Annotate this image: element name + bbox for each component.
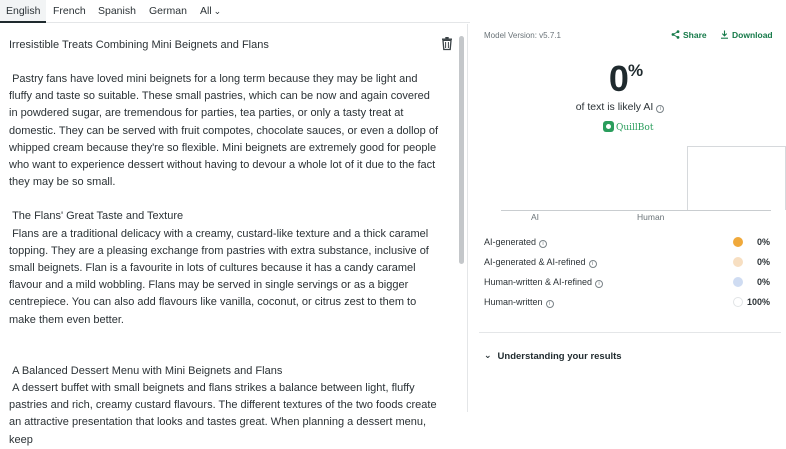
info-icon[interactable]: i bbox=[546, 300, 554, 308]
info-icon[interactable]: i bbox=[539, 240, 547, 248]
legend-human-written bbox=[484, 296, 770, 310]
ai-percentage-caption: of text is likely AI i bbox=[470, 101, 770, 113]
legend-ai-generated bbox=[484, 236, 770, 250]
understanding-results-toggle[interactable] bbox=[484, 351, 622, 362]
ai-human-chart bbox=[501, 146, 771, 226]
legend-label: Human-written & AI-refined i bbox=[484, 277, 603, 288]
model-version: Model Version: v5.7.1 bbox=[484, 31, 561, 40]
download-button[interactable] bbox=[720, 30, 773, 40]
legend-swatch bbox=[733, 237, 743, 247]
share-icon bbox=[671, 30, 680, 39]
legend-label: AI-generated i bbox=[484, 237, 547, 248]
info-icon[interactable]: i bbox=[656, 105, 664, 113]
legend-label: Human-written i bbox=[484, 297, 554, 308]
heading-balanced-menu: A Balanced Dessert Menu with Mini Beignets and Flans bbox=[12, 364, 283, 377]
chart-baseline bbox=[501, 210, 771, 211]
legend-value: 0% bbox=[756, 237, 770, 247]
language-tabbar bbox=[0, 0, 470, 23]
heading-flans-taste: The Flans' Great Taste and Texture bbox=[12, 210, 184, 223]
legend-value: 0% bbox=[756, 257, 770, 267]
legend-ai-generated-refined bbox=[484, 256, 770, 270]
legend-human-written-refined bbox=[484, 276, 770, 290]
editor-scrollbar[interactable] bbox=[459, 36, 464, 264]
legend-swatch bbox=[733, 277, 743, 287]
legend-value: 100% bbox=[746, 297, 770, 307]
download-label: Download bbox=[732, 30, 773, 40]
ai-percentage-sign: % bbox=[627, 61, 643, 80]
legend-swatch bbox=[733, 257, 743, 267]
chart-x-label-human: Human bbox=[637, 212, 665, 222]
ai-percentage-value: 0 bbox=[608, 58, 628, 99]
document-title: Irresistible Treats Combining Mini Beignets and Flans bbox=[9, 39, 269, 51]
paragraph-flans: Flans are a traditional delicacy with a creamy, custard-like texture and a thick caramel topping. They are a pleasing exchange from pastries with extra substance, inclusive of small beignets. Flan is a favourite in lots of cultures because it has a candy caramel flavour and a mild wobbling. Flans may be served in single servings or as a bigger centrepiece. You can also add flavours like vanilla, coconut, or citrus zest to them to make them even better. bbox=[9, 227, 429, 326]
tab-german[interactable]: German bbox=[149, 5, 187, 17]
chart-x-label-ai: AI bbox=[531, 212, 540, 222]
ai-percentage bbox=[470, 58, 781, 100]
legend-value: 0% bbox=[756, 277, 770, 287]
chevron-down-icon: ⌄ bbox=[484, 350, 492, 360]
text-editor[interactable] bbox=[0, 24, 468, 446]
tab-french[interactable]: French bbox=[53, 5, 86, 17]
legend-swatch bbox=[733, 297, 743, 307]
quillbot-logo: QuillBot bbox=[603, 121, 653, 133]
tab-spanish[interactable]: Spanish bbox=[98, 5, 136, 17]
accordion-label: Understanding your results bbox=[497, 351, 622, 362]
tab-english[interactable]: English bbox=[0, 0, 46, 23]
quillbot-icon bbox=[603, 121, 614, 132]
legend-label: AI-generated & AI-refined i bbox=[484, 257, 597, 268]
share-button[interactable] bbox=[671, 30, 707, 40]
panel-divider bbox=[479, 332, 781, 333]
trash-icon[interactable] bbox=[441, 37, 453, 50]
chart-bar-human bbox=[687, 146, 786, 210]
chevron-down-icon: ⌄ bbox=[213, 6, 222, 16]
paragraph-balanced-menu: A dessert buffet with small beignets and flans strikes a balance between light, fluffy pastries and rich, creamy custard flavours. The different textures of the two foods create an attractive presentation that looks and tastes great. When planning a dessert menu, keep bbox=[9, 382, 437, 446]
info-icon[interactable]: i bbox=[595, 280, 603, 288]
share-label: Share bbox=[683, 30, 707, 40]
download-icon bbox=[720, 30, 729, 39]
tab-all[interactable] bbox=[194, 0, 227, 23]
paragraph-intro: Pastry fans have loved mini beignets for a long term because they may be light and fluffy and taste so suitable. These small pastries, which can be now and again covered in powdered sugar, are tremendous for parties, tea parties, or only a tasty treat at domestic. They can be served with fruit compotes, chocolate sauces, or even a dollop of whipped cream because they're so flexible. Mini beignets are extremely good for people who want to experience dessert without having to devour a whole lot of it due to the fact they may be so small. bbox=[9, 73, 439, 189]
results-panel bbox=[470, 0, 781, 412]
document-body bbox=[9, 71, 441, 449]
info-icon[interactable]: i bbox=[589, 260, 597, 268]
tab-all-label: All bbox=[200, 5, 212, 17]
